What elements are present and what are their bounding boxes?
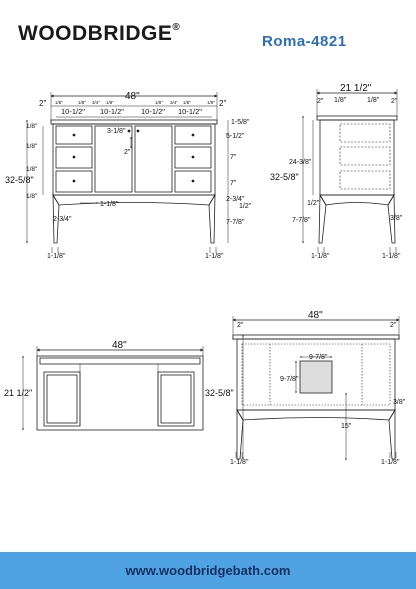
gap-label: 1/8" xyxy=(78,100,86,105)
right-dim-label: 2-3/4" xyxy=(226,196,245,203)
side-leg-height: 7-7/8" xyxy=(292,217,311,224)
height-label: 1/8" xyxy=(26,193,38,200)
back-countertop xyxy=(233,335,399,339)
drawer-knob xyxy=(192,180,194,182)
top-left-bay-inner xyxy=(47,375,77,423)
back-apron xyxy=(237,410,395,420)
leg-offset-mid: 1-1/8" xyxy=(100,201,119,208)
side-leg-width-right: 1-1/8" xyxy=(382,253,401,260)
width-label: 10-1/2" xyxy=(178,107,202,116)
drawer-knob xyxy=(73,156,75,158)
back-opening-from-floor: 15" xyxy=(341,423,352,430)
side-height-label: 32-5/8" xyxy=(270,172,299,182)
model-number: Roma-4821 xyxy=(262,33,347,50)
registered-mark: ® xyxy=(172,22,181,33)
front-width-label: 48" xyxy=(125,91,140,102)
back-right-leg xyxy=(389,410,395,459)
side-top-offset: 1/2" xyxy=(307,200,320,207)
front-countertop xyxy=(51,120,217,124)
top-back-rail xyxy=(40,358,200,364)
front-right-dims xyxy=(226,119,252,226)
height-label: 1/8" xyxy=(26,143,38,150)
gap-label: 1/8" xyxy=(183,100,191,105)
side-view xyxy=(270,83,403,260)
right-door xyxy=(135,126,172,192)
side-depth-label: 21 1/2" xyxy=(340,83,372,94)
front-cabinet-body xyxy=(53,124,215,195)
left-door xyxy=(95,126,132,192)
front-leg-width-left: 1-1/8" xyxy=(47,253,66,260)
drawer-knob xyxy=(73,180,75,182)
back-width-label: 48" xyxy=(308,310,323,321)
gap-label: 1/8" xyxy=(207,100,215,105)
top-view xyxy=(4,340,203,430)
door-gap-label: 3-1/8" xyxy=(107,128,126,135)
top-right-bay-inner xyxy=(161,375,191,423)
right-dim-label: 7" xyxy=(230,154,237,161)
right-dim-label: 1/2" xyxy=(239,203,252,210)
gap-label: 1/8" xyxy=(155,100,163,105)
top-depth-label: 21 1/2" xyxy=(4,388,33,398)
back-left-inset: 2" xyxy=(237,322,244,329)
front-right-leg xyxy=(209,195,215,243)
right-dim-label: 7-7/8" xyxy=(226,219,245,226)
gap-label: 3/4" xyxy=(92,100,100,105)
back-opening-height: 9-7/8" xyxy=(280,376,299,383)
drawer-knob xyxy=(192,134,194,136)
back-left-leg xyxy=(237,410,243,459)
back-view xyxy=(205,310,406,466)
front-leg-width-right: 1-1/8" xyxy=(205,253,224,260)
width-label: 10-1/2" xyxy=(61,107,85,116)
drawer-knob xyxy=(192,156,194,158)
side-left-leg xyxy=(319,195,326,243)
front-right-margin: 2" xyxy=(219,99,227,108)
side-leg-inset: 3/8" xyxy=(390,215,403,222)
width-label: 10-1/2" xyxy=(100,107,124,116)
leg-offset-left: 2-3/4" xyxy=(53,216,72,223)
front-left-heights xyxy=(26,123,38,200)
gap-label: 1/8" xyxy=(55,100,63,105)
width-label: 10-1/2" xyxy=(141,107,165,116)
side-cabinet-body xyxy=(320,120,394,195)
right-dim-label: 5-1/2" xyxy=(226,133,245,140)
side-top-left-2: 1/8" xyxy=(334,97,347,104)
top-width-label: 48" xyxy=(112,340,127,351)
gap-label: 1/8" xyxy=(106,100,114,105)
right-dim-label: 7" xyxy=(230,180,237,187)
side-top-right: 1/8" xyxy=(367,97,380,104)
gap-label: 3/4" xyxy=(170,100,178,105)
side-shelf-height: 24-3/8" xyxy=(289,159,312,166)
door-knob xyxy=(137,130,139,132)
side-countertop xyxy=(317,116,397,120)
back-right-inset: 2" xyxy=(390,322,397,329)
back-leg-width-right: 1-1/8" xyxy=(381,459,400,466)
front-left-margin: 2" xyxy=(39,99,47,108)
top-right-bay xyxy=(158,372,194,426)
top-left-bay xyxy=(44,372,80,426)
side-leg-width-left: 1-1/8" xyxy=(311,253,330,260)
back-opening-width: 9-7/8" xyxy=(309,354,328,361)
back-leg-inset: 3/8" xyxy=(393,399,406,406)
brand-name: WOODBRIDGE xyxy=(18,22,173,45)
side-drawer-runners xyxy=(340,124,390,189)
top-outline xyxy=(37,356,203,430)
height-label: 1/8" xyxy=(26,166,38,173)
front-top-widths xyxy=(61,107,202,116)
drawer-knob xyxy=(73,134,75,136)
side-apron xyxy=(320,195,394,205)
footer-bar xyxy=(0,552,416,589)
side-top-left: 2" xyxy=(317,98,324,105)
back-access-opening xyxy=(300,361,332,393)
right-dim-label: 1-5/8" xyxy=(231,119,250,126)
side-top-right-2: 2" xyxy=(391,98,398,105)
back-leg-width-left: 1-1/8" xyxy=(230,459,249,466)
back-height-label: 32-5/8" xyxy=(205,388,234,398)
door-knob xyxy=(128,130,130,132)
front-apron xyxy=(53,195,215,205)
door-gap-label-2: 2" xyxy=(124,149,131,156)
height-label: 1/8" xyxy=(26,123,38,130)
footer-url[interactable]: www.woodbridgebath.com xyxy=(125,563,291,578)
front-view xyxy=(5,91,252,260)
front-height-label: 32-5/8" xyxy=(5,175,34,185)
